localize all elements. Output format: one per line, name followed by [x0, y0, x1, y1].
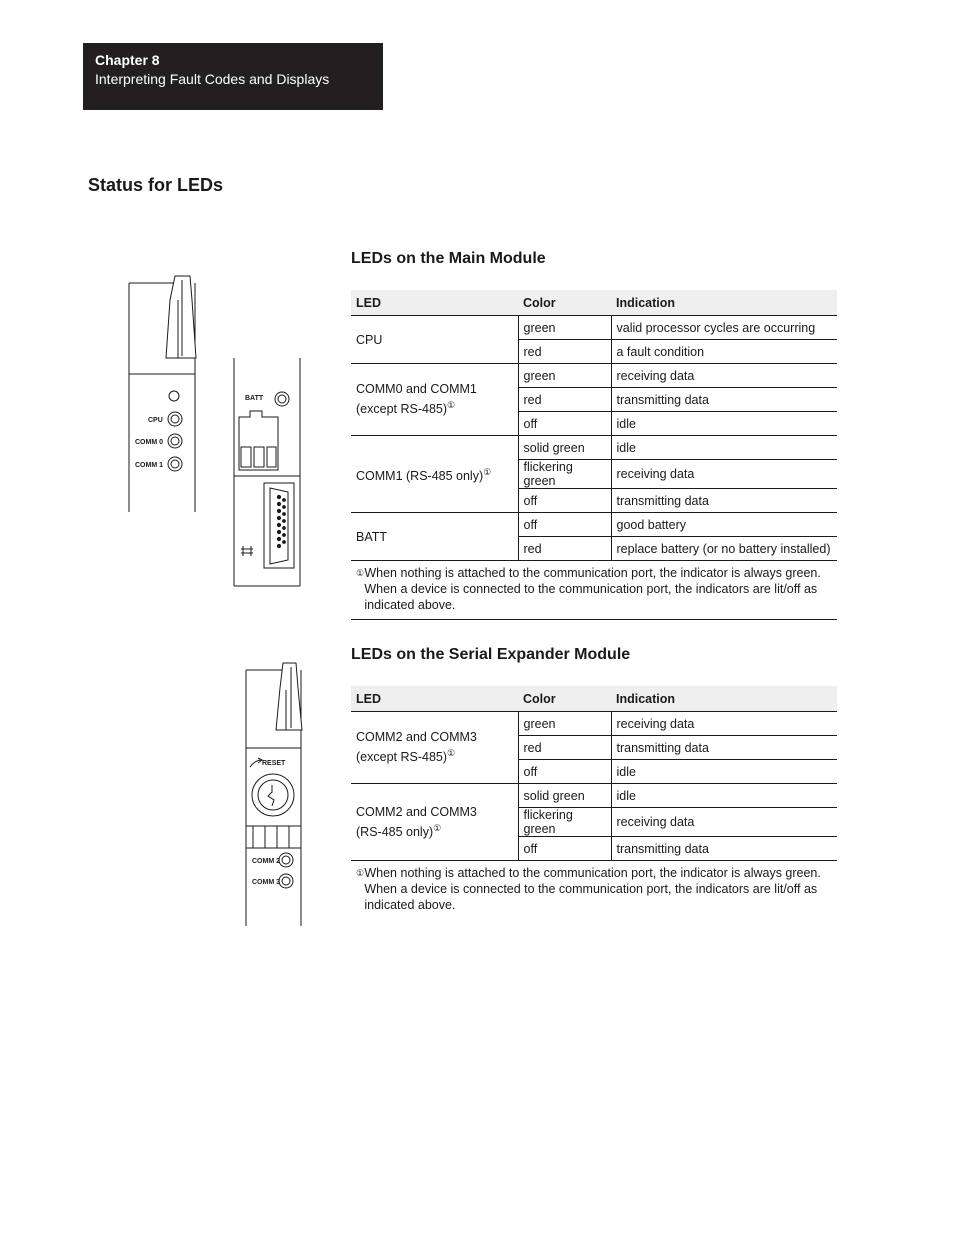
color-cell: green — [518, 364, 611, 388]
table-header-row — [351, 686, 837, 712]
footnote — [351, 861, 837, 920]
led-name-line1: COMM0 and COMM1 — [356, 382, 477, 397]
col-indication-header: Indication — [611, 290, 837, 316]
led-name-comm0-comm1 — [351, 364, 518, 436]
expander-module-table — [351, 686, 837, 919]
color-cell: solid green — [518, 436, 611, 460]
table-row — [351, 436, 837, 460]
indication-cell: receiving data — [611, 364, 837, 388]
color-cell: red — [518, 537, 611, 561]
led-name-comm2-comm3-rs485 — [351, 784, 518, 861]
color-cell: off — [518, 489, 611, 513]
led-name-line2: (except RS-485) — [356, 402, 448, 417]
indication-cell: idle — [611, 436, 837, 460]
led-name-line1: COMM1 (RS-485 only) — [356, 469, 484, 484]
table-row — [351, 364, 837, 388]
battery-module-illustration — [234, 358, 300, 586]
led-name-line2: (RS-485 only) — [356, 825, 434, 840]
color-cell: solid green — [518, 784, 611, 808]
indication-cell: idle — [611, 784, 837, 808]
footnote-text: When nothing is attached to the communication port, the indicator is always green. When a device is connected to the communication port, the indicators are lit/off as indicated above. — [364, 566, 821, 612]
reset-label: RESET — [262, 760, 286, 767]
main-module-table — [351, 290, 837, 620]
color-cell: off — [518, 513, 611, 537]
col-led-header: LED — [351, 686, 518, 712]
footnote-text: When nothing is attached to the communication port, the indicator is always green. When a device is connected to the communication port, the indicators are lit/off as indicated above. — [364, 866, 821, 912]
indication-cell: transmitting data — [611, 837, 837, 861]
indication-cell: good battery — [611, 513, 837, 537]
indication-cell: idle — [611, 760, 837, 784]
color-cell: red — [518, 388, 611, 412]
footnote-row — [351, 561, 837, 620]
col-color-header: Color — [518, 290, 611, 316]
color-cell: off — [518, 412, 611, 436]
col-indication-header: Indication — [611, 686, 837, 712]
indication-cell: idle — [611, 412, 837, 436]
comm3-led-label: COMM 3 — [252, 879, 280, 886]
col-color-header: Color — [518, 686, 611, 712]
main-module-led-labels — [135, 417, 163, 469]
indication-cell: transmitting data — [611, 388, 837, 412]
footnote-ref: ① — [447, 400, 456, 411]
footnote-ref: ① — [483, 466, 492, 477]
led-name-comm2-comm3 — [351, 712, 518, 784]
table-row — [351, 712, 837, 736]
chapter-number: Chapter 8 — [95, 52, 160, 68]
col-led-header: LED — [351, 290, 518, 316]
main-module-illustration — [129, 276, 196, 512]
led-name-line2: (except RS-485) — [356, 750, 448, 765]
table-header-row — [351, 290, 837, 316]
color-cell: red — [518, 340, 611, 364]
indication-cell: receiving data — [611, 808, 837, 837]
led-name-line1: COMM2 and COMM3 — [356, 804, 477, 819]
table-row — [351, 316, 837, 340]
indication-cell: valid processor cycles are occurring — [611, 316, 837, 340]
table-row — [351, 513, 837, 537]
led-name-batt: BATT — [351, 513, 518, 561]
table-row — [351, 784, 837, 808]
indication-cell: receiving data — [611, 460, 837, 489]
section-title: Status for LEDs — [88, 175, 224, 195]
color-cell: green — [518, 316, 611, 340]
led-name-cpu: CPU — [351, 316, 518, 364]
chapter-subtitle: Interpreting Fault Codes and Displays — [95, 71, 330, 87]
footnote-mark: ① — [356, 868, 365, 878]
color-cell: off — [518, 760, 611, 784]
indication-cell: receiving data — [611, 712, 837, 736]
comm1-led-label: COMM 1 — [135, 462, 163, 469]
cpu-led-label: CPU — [148, 417, 163, 424]
color-cell: red — [518, 736, 611, 760]
expander-module-illustration — [246, 663, 302, 926]
color-cell: off — [518, 837, 611, 861]
color-cell: flickering green — [518, 808, 611, 837]
footnote — [351, 561, 837, 620]
led-name-comm1-rs485 — [351, 436, 518, 513]
footnote-mark: ① — [356, 568, 365, 578]
main-module-heading: LEDs on the Main Module — [351, 250, 546, 267]
led-name-line1: COMM2 and COMM3 — [356, 730, 477, 745]
comm2-led-label: COMM 2 — [252, 858, 280, 865]
indication-cell: a fault condition — [611, 340, 837, 364]
indication-cell: transmitting data — [611, 736, 837, 760]
color-cell: flickering green — [518, 460, 611, 489]
batt-led-label: BATT — [245, 395, 264, 402]
footnote-ref: ① — [447, 748, 456, 759]
footnote-row — [351, 861, 837, 920]
expander-module-heading: LEDs on the Serial Expander Module — [351, 646, 631, 663]
footnote-ref: ① — [433, 822, 442, 833]
indication-cell: transmitting data — [611, 489, 837, 513]
comm0-led-label: COMM 0 — [135, 439, 163, 446]
color-cell: green — [518, 712, 611, 736]
indication-cell: replace battery (or no battery installed) — [611, 537, 837, 561]
